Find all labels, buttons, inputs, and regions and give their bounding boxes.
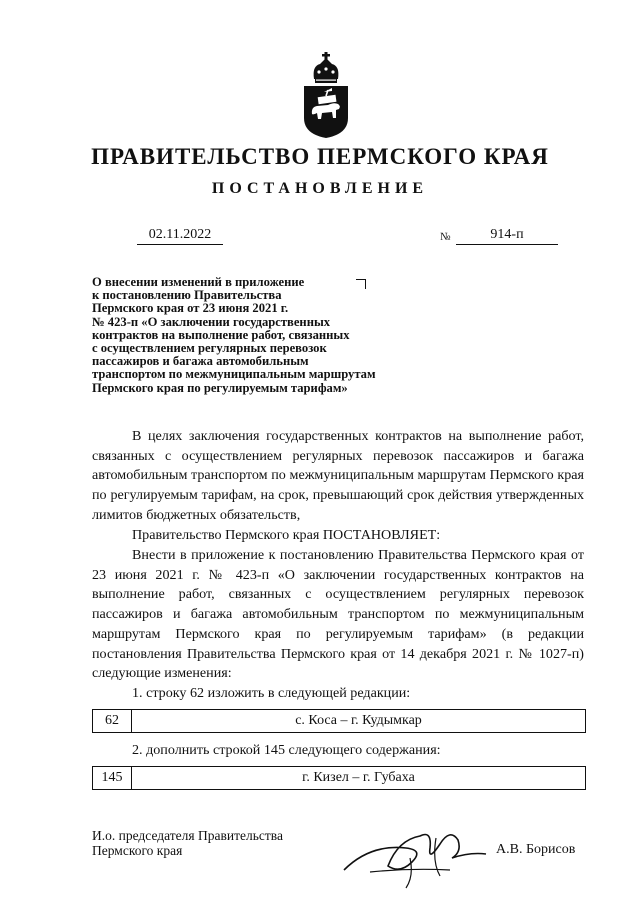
document-subject: О внесении изменений в приложение к постановлению Правительства Пермского края от 23 июня 2021 г. № 423-п «О заключении государственных контрактов на выполнение работ, связанных с осуществлением регулярных перевозок пассажиров и багажа автомобильным транспортом по межмуниципальным маршрутам Пермского края по регулируемым тарифам» <box>92 275 376 395</box>
amendment-item-2: 2. дополнить строкой 145 следующего содержания: <box>132 742 441 758</box>
route-name: г. Кизел – г. Губаха <box>302 770 415 785</box>
government-title: ПРАВИТЕЛЬСТВО ПЕРМСКОГО КРАЯ <box>91 144 549 169</box>
signatory-title: И.о. председателя Правительства Пермского края <box>92 828 283 858</box>
handwritten-signature <box>340 818 490 890</box>
resolution-clause: Правительство Пермского края ПОСТАНОВЛЯЕТ: <box>132 527 441 543</box>
amendment-paragraph: Внести в приложение к постановлению Правительства Пермского края от 23 июня 2021 г. № 423-п «О заключении государственных контрактов на выполнение работ, связанных с осуществлением регулярных перевозок пассажиров и багажа автомобильным транспортом по межмуниципальным маршрутам Пермского края по регулируемым тарифам» (в редакции постановления Правительства Пермского края от 14 декабря 2021 г. № 1027-п) следующие изменения: <box>92 547 584 682</box>
document-type: ПОСТАНОВЛЕНИЕ <box>211 180 429 197</box>
preamble-paragraph: В целях заключения государственных контрактов на выполнение работ, связанных с осуществлением регулярных перевозок пассажиров и багажа автомобильным транспортом по межмуниципальным маршрутам Пермского края по регулируемым тарифам, на срок, превышающий срок действия утвержденных лимитов бюджетных обязательств, <box>92 428 584 523</box>
number-label: № <box>440 231 451 243</box>
route-number: 62 <box>93 710 132 732</box>
table-row <box>92 709 586 733</box>
signatory-name: А.В. Борисов <box>496 842 576 857</box>
route-number: 145 <box>93 767 132 789</box>
table-row <box>92 766 586 790</box>
document-date: 02.11.2022 <box>137 227 223 245</box>
perm-krai-coat-of-arms-icon <box>298 52 354 138</box>
document-number: 914-п <box>456 227 558 245</box>
route-name: с. Коса – г. Кудымкар <box>295 713 422 728</box>
amendment-item-1: 1. строку 62 изложить в следующей редакции: <box>132 685 411 701</box>
subject-corner-mark <box>356 279 366 289</box>
